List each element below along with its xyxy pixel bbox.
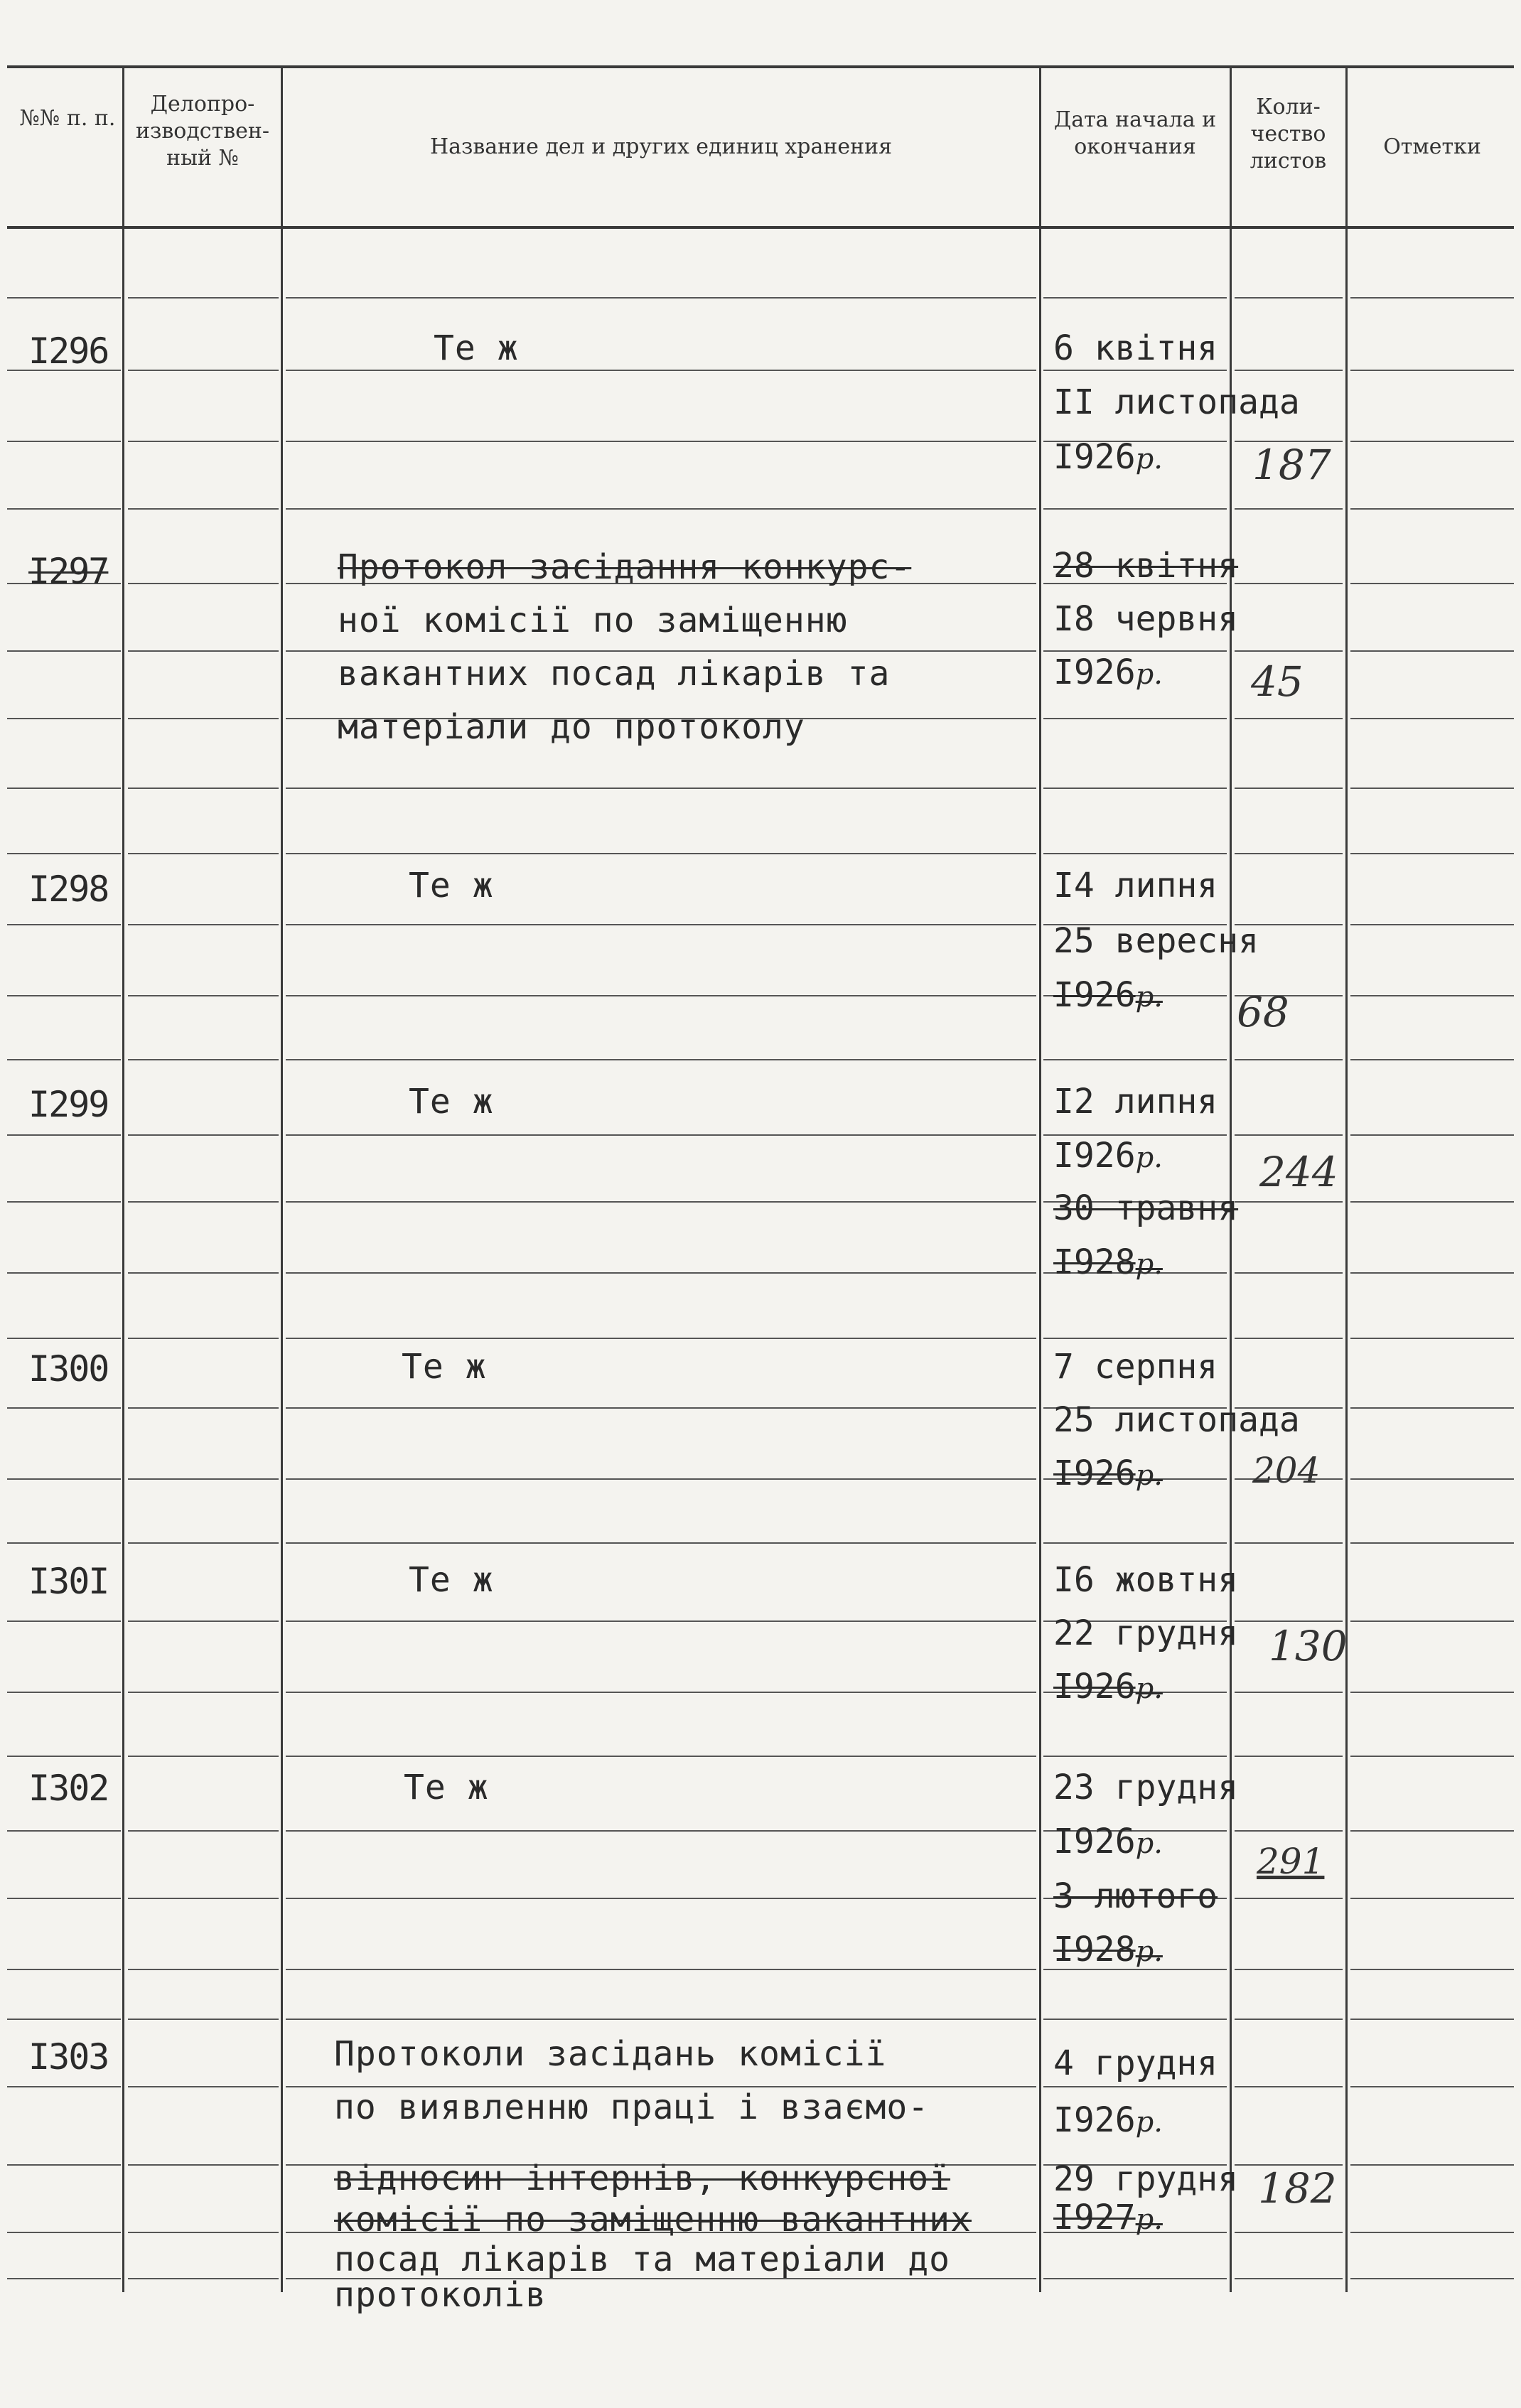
ledger-rule [1350,370,1514,371]
ledger-rule [286,1478,1036,1480]
ledger-rule [1043,297,1227,299]
ledger-rule [286,788,1036,789]
ledger-rule [1350,1478,1514,1480]
year-suffix: р. [1135,1935,1163,1968]
ledger-rule [1043,2278,1227,2279]
ledger-rule [286,1756,1036,1757]
ledger-rule [128,2278,279,2279]
year: I926 [1053,975,1136,1015]
ledger-rule [1043,650,1227,652]
date-line: I8 червня [1053,599,1239,639]
ledger-rule [1235,370,1343,371]
ledger-rule [1235,2278,1343,2279]
ledger-rule [1350,1407,1514,1409]
ledger-rule [286,1969,1036,1970]
ledger-rule [128,441,279,442]
ledger-rule [1043,1542,1227,1544]
sheet-count: 130 [1269,1622,1348,1670]
year: I926 [1053,1667,1136,1706]
ledger-rule [128,1272,279,1274]
ledger-rule [7,1407,121,1409]
ledger-rule [286,1542,1036,1544]
ledger-rule [128,1692,279,1693]
ledger-rule [7,924,121,925]
ledger-rule [7,508,121,510]
title-line: ної комісії по заміщенню [338,601,848,640]
ledger-rule [1350,508,1514,510]
header-office-number: Делопро- изводствен- ный № [136,92,269,171]
header-title: Название дел и других единиц хранения [429,134,893,159]
sheet-count: 244 [1259,1148,1338,1196]
ledger-rule [7,1059,121,1060]
year: I928 [1053,1930,1136,1969]
ledger-rule [1043,788,1227,789]
sheet-count: 291 [1257,1841,1325,1882]
ledger-rule [1350,718,1514,719]
item-title [338,547,911,760]
item-number: I298 [28,869,109,910]
column-divider [1345,68,1348,2292]
ledger-rule [7,1542,121,1544]
title-line: Протокол засідання конкурс- [338,547,912,587]
ledger-rule [7,1898,121,1899]
ledger-rule [1043,718,1227,719]
ledger-rule [128,1407,279,1409]
ledger-rule [1043,370,1227,371]
ledger-rule [128,718,279,719]
item-number: I302 [28,1768,109,1809]
ledger-rule [1235,1969,1343,1970]
year-suffix: р. [1135,1672,1163,1705]
ledger-rule [1235,508,1343,510]
ledger-rule [1043,853,1227,854]
date-line [1053,652,1163,692]
ledger-rule [1350,583,1514,584]
ledger-rule [1235,1830,1343,1832]
ledger-rule [1350,995,1514,996]
item-title: Те ж [402,1347,487,1387]
ledger-rule [128,1898,279,1899]
ledger-rule [128,1542,279,1544]
header-top-rule [7,65,1514,68]
ledger-rule [1350,1201,1514,1203]
ledger-rule [7,650,121,652]
item-number: I303 [28,2036,109,2078]
ledger-rule [128,583,279,584]
title-line: по виявленню праці і взаємо- [334,2087,930,2127]
ledger-rule [1350,297,1514,299]
item-title: Те ж [409,1082,494,1122]
ledger-rule [1350,2232,1514,2233]
ledger-rule [1235,718,1343,719]
year: I926 [1053,2100,1136,2140]
ledger-rule [128,788,279,789]
ledger-rule [128,370,279,371]
ledger-rule [1235,1898,1343,1899]
ledger-rule [1235,2086,1343,2087]
date-line [1053,1136,1163,1176]
ledger-rule [286,1059,1036,1060]
ledger-rule [1350,2086,1514,2087]
ledger-rule [1043,508,1227,510]
ledger-rule [1235,297,1343,299]
ledger-rule [128,2019,279,2020]
year: I928 [1053,1242,1136,1282]
date-line: 4 грудня [1053,2043,1218,2083]
ledger-rule [1235,1756,1343,1757]
ledger-rule [286,1272,1036,1274]
title-line: матеріали до протоколу [338,707,805,747]
year-suffix: р. [1135,1827,1163,1860]
ledger-rule [7,1338,121,1339]
ledger-rule [286,2019,1036,2020]
ledger-rule [1350,853,1514,854]
year: I926 [1053,437,1136,477]
year: I927 [1053,2198,1136,2237]
ledger-rule [1235,2232,1343,2233]
ledger-rule [128,853,279,854]
ledger-rule [7,441,121,442]
year-suffix: р. [1135,1459,1163,1492]
date-line [1053,1667,1163,1706]
ledger-rule [7,2232,121,2233]
item-number: I300 [28,1348,109,1390]
date-line [1053,2100,1163,2140]
ledger-rule [1235,1059,1343,1060]
ledger-rule [286,1898,1036,1899]
ledger-rule [128,297,279,299]
ledger-rule [1235,1338,1343,1339]
ledger-rule [286,1830,1036,1832]
ledger-rule [7,297,121,299]
ledger-rule [1043,2019,1227,2020]
ledger-rule [1350,788,1514,789]
date-line [1053,437,1163,477]
ledger-rule [1350,1059,1514,1060]
ledger-rule [128,1620,279,1622]
ledger-rule [128,1338,279,1339]
ledger-rule [1235,1692,1343,1693]
date-line [1053,1930,1163,1969]
date-line: I4 липня [1053,866,1218,905]
item-title [334,2034,972,2315]
year: I926 [1053,1453,1136,1493]
ledger-rule [128,2164,279,2166]
column-divider [281,68,283,2292]
sheet-count: 204 [1252,1450,1321,1491]
ledger-rule [128,924,279,925]
ledger-rule [286,441,1036,442]
year-suffix: р. [1135,981,1163,1014]
ledger-rule [286,853,1036,854]
year-suffix: р. [1135,1141,1163,1174]
ledger-rule [128,995,279,996]
ledger-rule [1235,650,1343,652]
ledger-rule [7,1201,121,1203]
date-line [1053,1453,1163,1493]
date-line [1053,1242,1163,1282]
year: I926 [1053,652,1136,692]
date-line: 23 грудня [1053,1768,1239,1807]
date-line: I2 липня [1053,1082,1218,1122]
sheet-count: 45 [1251,657,1304,706]
date-line [1053,2198,1163,2237]
ledger-rule [1350,1756,1514,1757]
ledger-rule [286,1338,1036,1339]
ledger-rule [286,924,1036,925]
title-line: відносин інтернів, конкурсної [334,2159,951,2198]
date-line: 6 квітня [1053,328,1218,368]
year: I926 [1053,1822,1136,1861]
ledger-rule [7,2019,121,2020]
sheet-count: 68 [1237,988,1289,1036]
sheet-count: 187 [1252,441,1331,489]
title-line: вакантних посад лікарів та [338,654,891,694]
ledger-rule [1235,788,1343,789]
ledger-rule [1043,1338,1227,1339]
date-line: 25 вересня [1053,921,1259,961]
item-number: I30I [28,1561,109,1602]
ledger-rule [1235,2019,1343,2020]
ledger-rule [286,370,1036,371]
ledger-rule [128,650,279,652]
ledger-rule [286,1201,1036,1203]
date-line: 25 листопада [1053,1400,1300,1440]
ledger-rule [7,1830,121,1832]
ledger-rule [7,1272,121,1274]
ledger-rule [1350,650,1514,652]
ledger-rule [1235,1134,1343,1136]
ledger-rule [286,1407,1036,1409]
ledger-rule [286,1620,1036,1622]
ledger-rule [128,2232,279,2233]
ledger-rule [7,2086,121,2087]
ledger-rule [7,1478,121,1480]
ledger-rule [1350,2019,1514,2020]
ledger-rule [1235,1201,1343,1203]
year-suffix: р. [1135,658,1163,691]
year-suffix: р. [1135,2203,1163,2236]
year: I926 [1053,1136,1136,1176]
ledger-rule [1350,924,1514,925]
ledger-rule [128,508,279,510]
year-suffix: р. [1135,2106,1163,2139]
ledger-rule [286,508,1036,510]
ledger-rule [128,1478,279,1480]
date-line: 3 лютого [1053,1876,1218,1916]
ledger-rule [128,1134,279,1136]
ledger-rule [7,718,121,719]
ledger-rule [286,1692,1036,1693]
ledger-rule [1350,2164,1514,2166]
item-number: I297 [28,551,109,592]
date-line: 28 квітня [1053,546,1239,586]
sheet-count: 182 [1258,2164,1337,2213]
ledger-rule [1043,1756,1227,1757]
ledger-rule [7,1134,121,1136]
date-line [1053,975,1163,1015]
ledger-rule [1235,1542,1343,1544]
ledger-rule [1350,441,1514,442]
ledger-rule [128,1756,279,1757]
date-line: II листопада [1053,382,1300,422]
ledger-rule [7,2164,121,2166]
title-line: протоколів [334,2275,547,2315]
date-line: 22 грудня [1053,1613,1239,1653]
ledger-rule [1235,583,1343,584]
ledger-rule [1043,2086,1227,2087]
item-number: I296 [28,330,109,372]
header-bottom-rule [7,226,1514,229]
ledger-rule [1350,1542,1514,1544]
ledger-rule [1350,1692,1514,1693]
item-title: Те ж [409,1560,494,1600]
year-suffix: р. [1135,1248,1163,1281]
column-divider [122,68,124,2292]
ledger-rule [1350,1620,1514,1622]
date-line: 29 грудня [1053,2159,1239,2199]
header-count: Коли- чество листов [1249,95,1327,173]
column-divider [1039,68,1041,2292]
ledger-rule [7,2278,121,2279]
item-number: I299 [28,1084,109,1125]
ledger-rule [1350,1338,1514,1339]
header-num: №№ п. п. [19,106,116,131]
year-suffix: р. [1135,443,1163,475]
date-line: I6 жовтня [1053,1560,1239,1600]
ledger-rule [7,853,121,854]
ledger-rule [7,1756,121,1757]
ledger-rule [128,1969,279,1970]
ledger-rule [286,1134,1036,1136]
date-line [1053,1822,1163,1861]
ledger-rule [1350,1272,1514,1274]
title-line: комісії по заміщенню вакантних [334,2200,972,2240]
title-line: Протоколи засідань комісії [334,2034,887,2074]
ledger-rule [1350,1969,1514,1970]
date-line: 7 серпня [1053,1347,1218,1387]
ledger-rule [128,1201,279,1203]
ledger-rule [1043,1059,1227,1060]
ledger-rule [7,1620,121,1622]
ledger-rule [128,2086,279,2087]
ledger-rule [1350,1898,1514,1899]
header-notes: Отметки [1383,134,1481,159]
item-title: Те ж [434,328,519,368]
ledger-rule [286,995,1036,996]
ledger-rule [286,297,1036,299]
ledger-rule [128,1830,279,1832]
ledger-rule [1235,853,1343,854]
ledger-rule [7,995,121,996]
ledger-rule [1350,1830,1514,1832]
ledger-rule [7,1692,121,1693]
item-title: Те ж [409,866,494,905]
ledger-rule [1350,1134,1514,1136]
title-line: посад лікарів та матеріали до [334,2240,951,2279]
ledger-rule [7,788,121,789]
ledger-rule [1235,1272,1343,1274]
ledger-rule [7,1969,121,1970]
date-line: 30 травня [1053,1188,1239,1228]
ledger-rule [128,1059,279,1060]
ledger-rule [1350,2278,1514,2279]
header-dates: Дата начала и окончания [1053,107,1217,159]
item-title: Те ж [404,1768,489,1807]
